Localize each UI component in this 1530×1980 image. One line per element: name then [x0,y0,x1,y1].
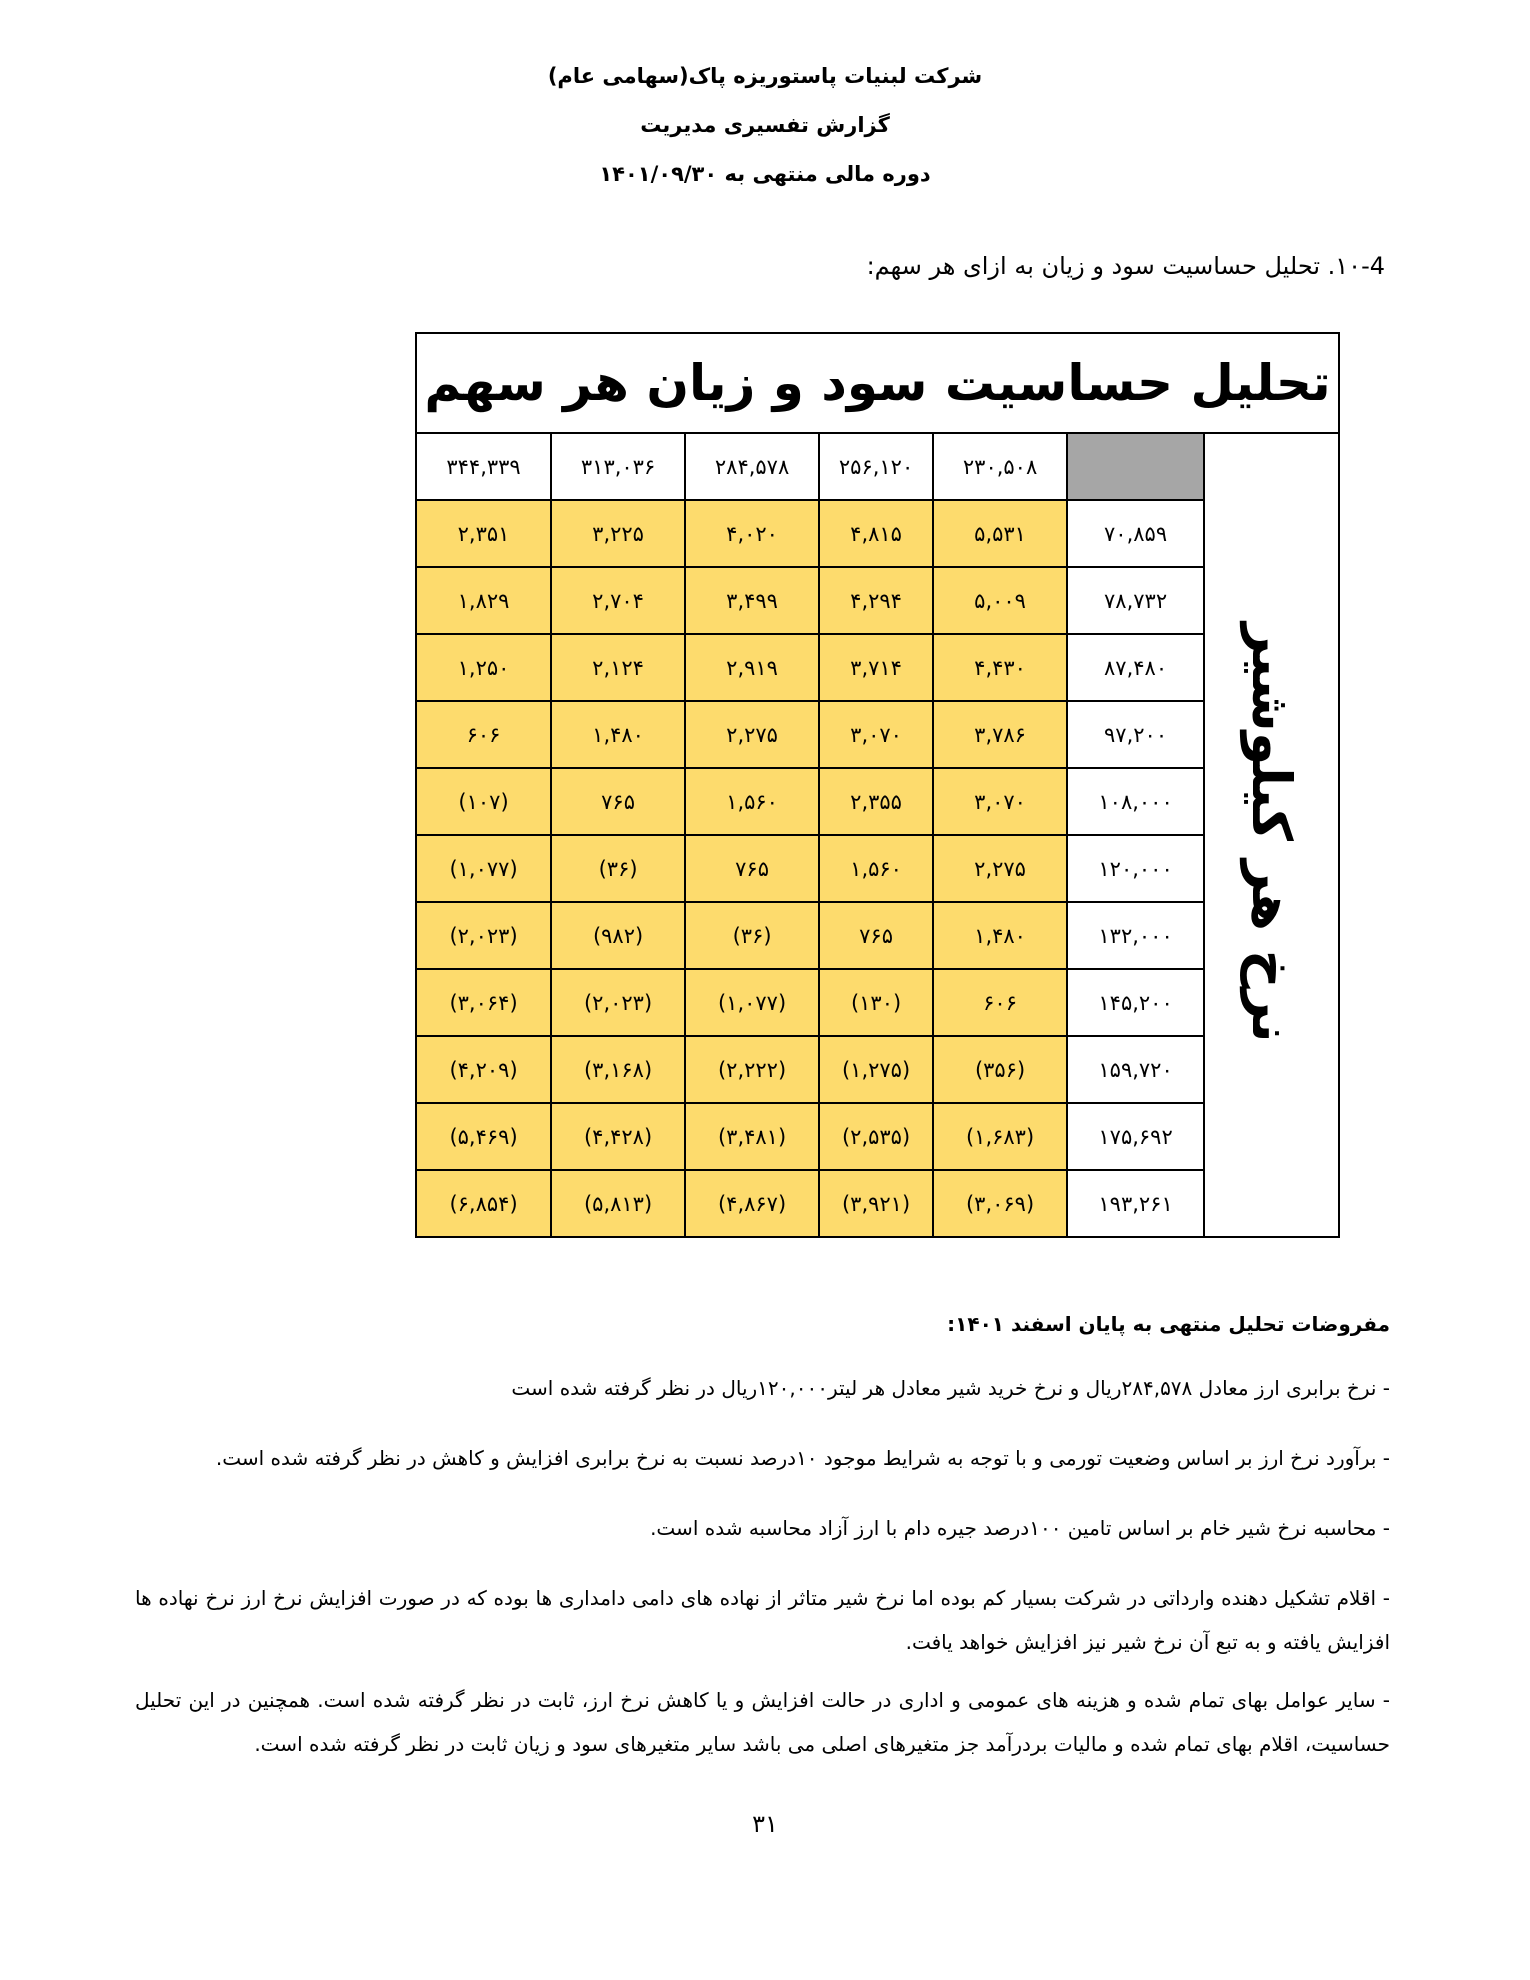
eps-value-cell: ۱,۴۸۰ [551,701,685,768]
eps-value-cell: (۴,۸۶۷) [685,1170,819,1237]
eps-value-cell: ۲,۱۲۴ [551,634,685,701]
eps-value-cell: (۳۶) [551,835,685,902]
section-title: ۱۰-4. تحلیل حساسیت سود و زیان به ازای هر سهم: [866,252,1385,280]
eps-value-cell: ۱,۵۶۰ [685,768,819,835]
eps-value-cell: ۳,۲۲۵ [551,500,685,567]
eps-value-cell: ۱,۴۸۰ [933,902,1067,969]
eps-value-cell: ۱,۲۵۰ [416,634,551,701]
eps-value-cell: ۵,۵۳۱ [933,500,1067,567]
assumption-item: - محاسبه نرخ شیر خام بر اساس تامین ۱۰۰درصد جیره دام با ارز آزاد محاسبه شده است. [650,1516,1390,1540]
milk-rate-cell: ۱۳۲,۰۰۰ [1067,902,1204,969]
milk-rate-cell: ۱۹۳,۲۶۱ [1067,1170,1204,1237]
eps-value-cell: ۲,۷۰۴ [551,567,685,634]
eps-value-cell: (۱,۲۷۵) [819,1036,933,1103]
eps-value-cell: ۲,۲۷۵ [685,701,819,768]
eps-value-cell: ۳,۷۸۶ [933,701,1067,768]
eps-value-cell: (۱,۰۷۷) [416,835,551,902]
eps-value-cell: ۱,۵۶۰ [819,835,933,902]
eps-value-cell: ۶۰۶ [416,701,551,768]
eps-value-cell: ۴,۰۲۰ [685,500,819,567]
eps-value-cell: ۱,۸۲۹ [416,567,551,634]
eps-value-cell: (۳,۰۶۹) [933,1170,1067,1237]
eps-value-cell: ۳,۰۷۰ [819,701,933,768]
assumptions-title: مفروضات تحلیل منتهی به پایان اسفند ۱۴۰۱: [947,1312,1390,1336]
eps-value-cell: ۷۶۵ [819,902,933,969]
milk-rate-cell: ۱۵۹,۷۲۰ [1067,1036,1204,1103]
table-row [416,835,1339,902]
eps-value-cell: ۳,۷۱۴ [819,634,933,701]
eps-value-cell: (۲,۲۲۲) [685,1036,819,1103]
assumption-item: - اقلام تشکیل دهنده وارداتی در شرکت بسیار کم بوده اما نرخ شیر متاثر از نهاده های دامی دامداری ها بوده که در صورت افزایش نرخ ارز نرخ نهاده ها افزایش یافته و به تبع آن نرخ شیر نیز افزایش خواهد یافت. [135,1586,1390,1654]
table-title: تحلیل حساسیت سود و زیان هر سهم [416,333,1339,433]
eps-value-cell: (۳,۱۶۸) [551,1036,685,1103]
eps-value-cell: ۵,۰۰۹ [933,567,1067,634]
table-row [416,567,1339,634]
eps-value-cell: (۴,۲۰۹) [416,1036,551,1103]
eps-value-cell: (۳,۴۸۱) [685,1103,819,1170]
table-row [416,1036,1339,1103]
eps-value-cell: (۱,۰۷۷) [685,969,819,1036]
table-row [416,902,1339,969]
column-header: ۳۱۳,۰۳۶ [551,433,685,500]
table-row [416,1170,1339,1237]
table-row [416,634,1339,701]
eps-value-cell: (۳,۰۶۴) [416,969,551,1036]
milk-rate-cell: ۷۸,۷۳۲ [1067,567,1204,634]
table-row [416,500,1339,567]
eps-value-cell: ۳,۰۷۰ [933,768,1067,835]
eps-value-cell: ۲,۳۵۵ [819,768,933,835]
eps-value-cell: ۲,۳۵۱ [416,500,551,567]
eps-value-cell: (۵,۴۶۹) [416,1103,551,1170]
eps-value-cell: ۴,۴۳۰ [933,634,1067,701]
eps-value-cell: (۲,۰۲۳) [551,969,685,1036]
column-header: ۳۴۴,۳۳۹ [416,433,551,500]
eps-value-cell: ۴,۲۹۴ [819,567,933,634]
assumption-item: - سایر عوامل بهای تمام شده و هزینه های عمومی و اداری در حالت افزایش و یا کاهش نرخ ارز، ثابت در نظر گرفته شده است. همچنین در این تحلیل حساسیت، اقلام بهای تمام شده و مالیات بردرآمد جز متغیرهای اصلی می باشد سایر متغیرهای سود و زیان ثابت در نظر گرفته شده است. [135,1688,1390,1756]
milk-rate-cell: ۱۷۵,۶۹۲ [1067,1103,1204,1170]
eps-value-cell: ۲,۹۱۹ [685,634,819,701]
table-row [416,768,1339,835]
eps-value-cell: (۱,۶۸۳) [933,1103,1067,1170]
eps-value-cell: (۳۵۶) [933,1036,1067,1103]
column-header: ۲۳۰,۵۰۸ [933,433,1067,500]
side-label: نرخ هر کیلوشیر [1240,622,1304,1043]
eps-value-cell: ۶۰۶ [933,969,1067,1036]
eps-value-cell: ۷۶۵ [551,768,685,835]
company-name: شرکت لبنیات پاستوریزه پاک(سهامی عام) [547,64,983,88]
page-header [0,52,1530,199]
table-row [416,969,1339,1036]
column-header: ۲۵۶,۱۲۰ [819,433,933,500]
milk-rate-cell: ۱۰۸,۰۰۰ [1067,768,1204,835]
report-period: دوره مالی منتهی به ۱۴۰۱/۰۹/۳۰ [599,162,931,186]
assumption-item: - نرخ برابری ارز معادل ۲۸۴,۵۷۸ریال و نرخ خرید شیر معادل هر لیتر۱۲۰,۰۰۰ریال در نظر گرفته شده است [511,1376,1390,1400]
eps-value-cell: (۶,۸۵۴) [416,1170,551,1237]
eps-value-cell: (۲,۰۲۳) [416,902,551,969]
milk-rate-cell: ۹۷,۲۰۰ [1067,701,1204,768]
eps-value-cell: (۱۳۰) [819,969,933,1036]
corner-cell [1067,433,1204,500]
eps-value-cell: (۵,۸۱۳) [551,1170,685,1237]
eps-value-cell: (۳۶) [685,902,819,969]
assumption-item: - برآورد نرخ ارز بر اساس وضعیت تورمی و با توجه به شرایط موجود ۱۰درصد نسبت به نرخ برابری افزایش و کاهش در نظر گرفته شده است. [215,1446,1390,1470]
milk-rate-cell: ۷۰,۸۵۹ [1067,500,1204,567]
eps-value-cell: ۷۶۵ [685,835,819,902]
report-title: گزارش تفسیری مدیریت [640,113,890,137]
column-header: ۲۸۴,۵۷۸ [685,433,819,500]
milk-rate-cell: ۱۲۰,۰۰۰ [1067,835,1204,902]
eps-value-cell: (۲,۵۳۵) [819,1103,933,1170]
column-header-row [416,433,1339,500]
milk-rate-cell: ۸۷,۴۸۰ [1067,634,1204,701]
page-number: ۳۱ [752,1810,778,1838]
eps-value-cell: ۴,۸۱۵ [819,500,933,567]
eps-value-cell: ۲,۲۷۵ [933,835,1067,902]
eps-value-cell: (۹۸۲) [551,902,685,969]
eps-value-cell: (۴,۴۲۸) [551,1103,685,1170]
eps-value-cell: (۳,۹۲۱) [819,1170,933,1237]
side-label-cell [1204,433,1339,1237]
table-row [416,1103,1339,1170]
eps-value-cell: ۳,۴۹۹ [685,567,819,634]
eps-value-cell: (۱۰۷) [416,768,551,835]
sensitivity-table [415,332,1340,1238]
milk-rate-cell: ۱۴۵,۲۰۰ [1067,969,1204,1036]
table-row [416,701,1339,768]
